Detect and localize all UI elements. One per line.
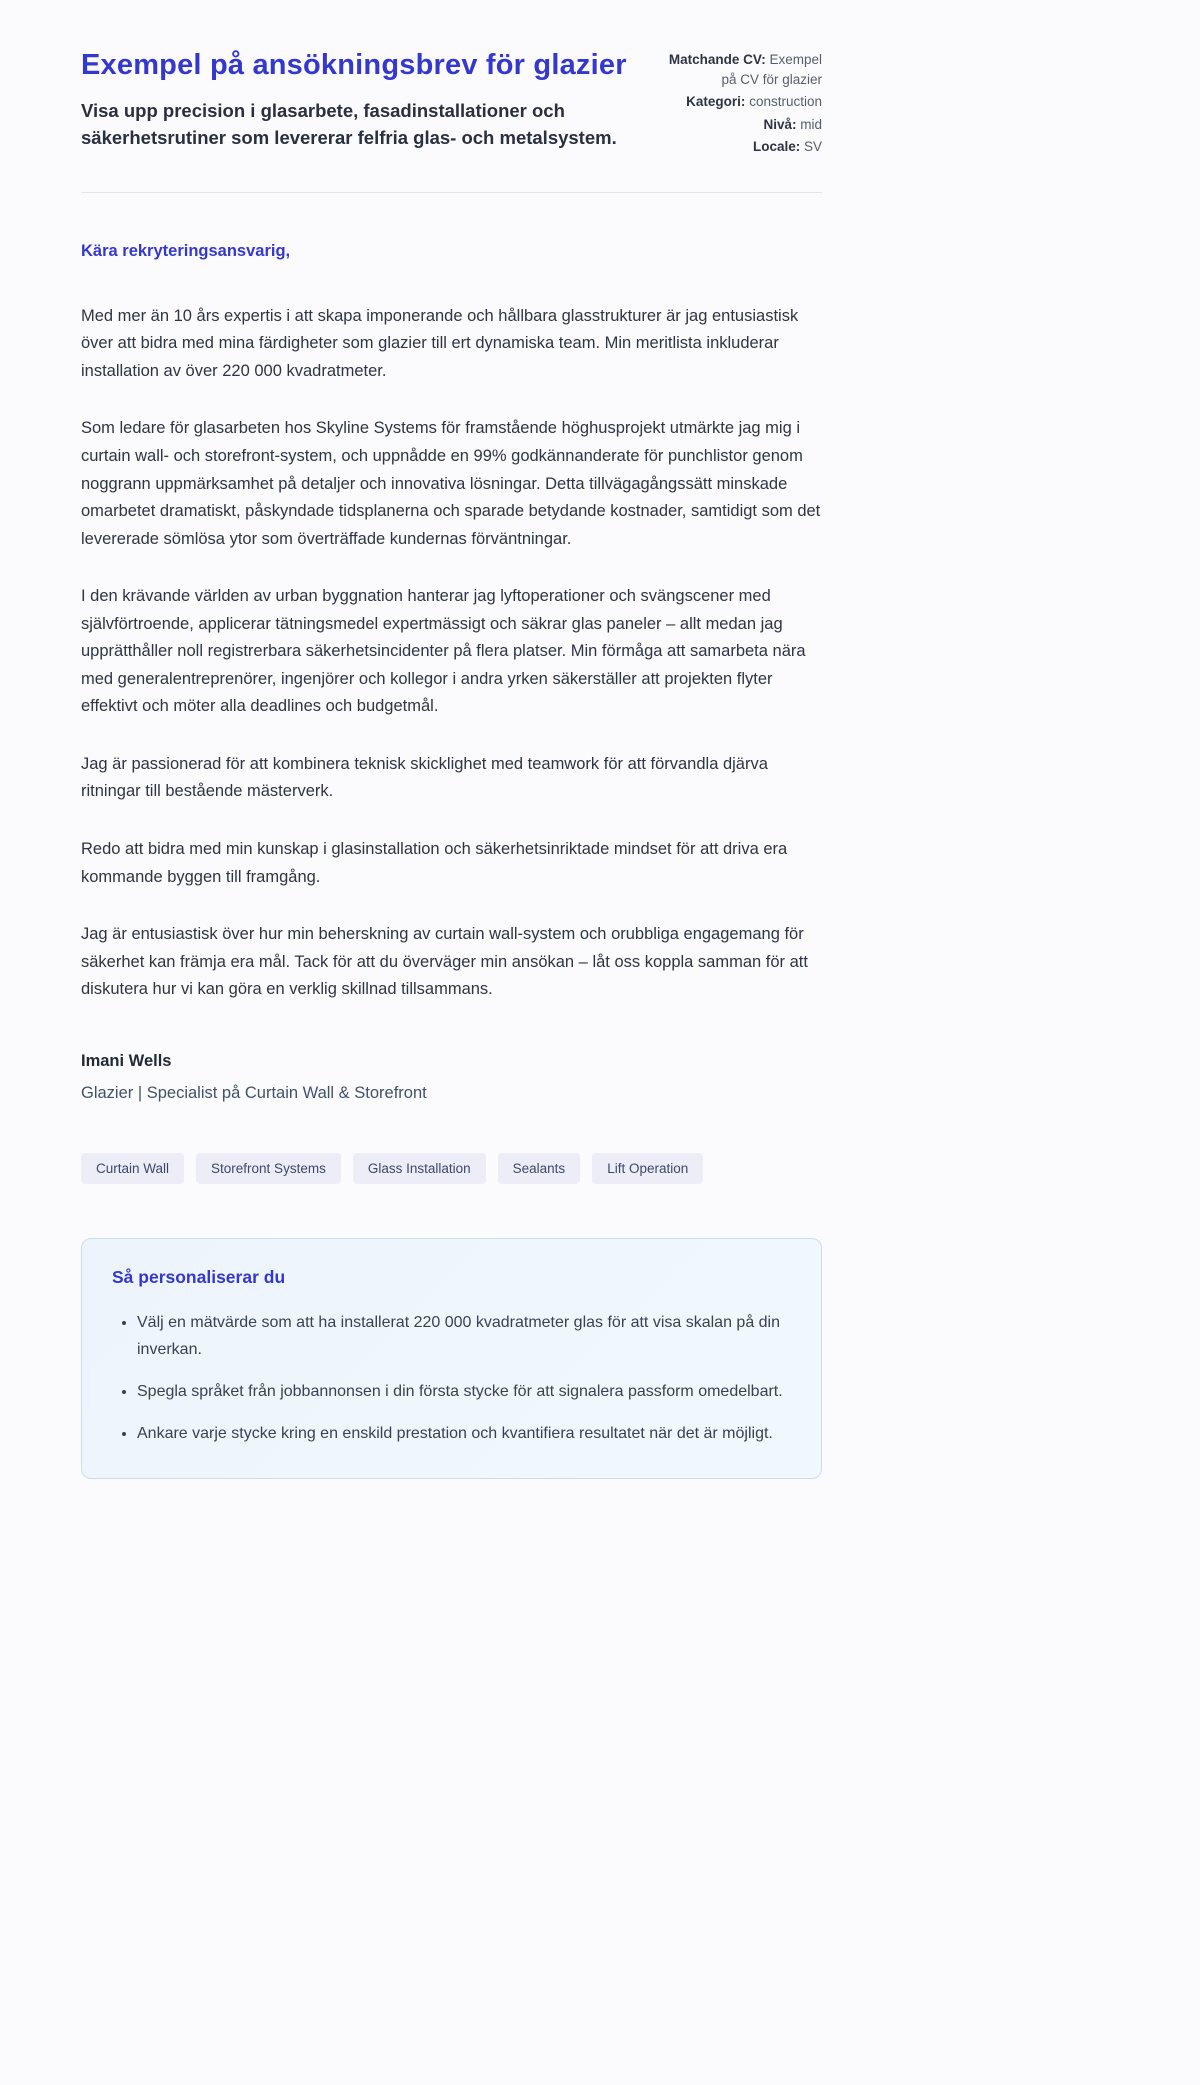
letter-paragraph: Med mer än 10 års expertis i att skapa imponerande och hållbara glasstrukturer är jag entusiastisk över att bidra med mina färdigheter som glazier till ert dynamiska team. Min meritlista inkluderar installation av över 220 000 kvadratmeter. (81, 306, 799, 380)
skill-tag: Curtain Wall (81, 1153, 184, 1185)
tips-list (112, 1310, 791, 1448)
meta-item-matching-cv (654, 50, 822, 89)
letter-paragraph: Jag är entusiastisk över hur min beherskning av curtain wall-system och orubbliga engagemang för säkerhet kan främja era mål. Tack för att du överväger min ansökan – låt oss koppla samman för att diskutera hur vi kan göra en verklig skillnad tillsammans. (81, 925, 808, 999)
meta-item-category (654, 92, 822, 112)
page-title: Exempel på ansökningsbrev för glazier (81, 49, 627, 81)
letter-paragraph: Jag är passionerad för att kombinera teknisk skicklighet med teamwork för att förvandla djärva ritningar till bestående mästerverk. (81, 754, 768, 801)
cover-letter-body (81, 242, 822, 1103)
skill-tag: Storefront Systems (196, 1153, 341, 1185)
personalization-tips-box (81, 1238, 822, 1479)
meta-panel (654, 47, 822, 160)
letter-paragraph: I den krävande världen av urban byggnation hanterar jag lyftoperationer och svängscener med självförtroende, applicerar tätningsmedel expertmässigt och säkrar glas paneler – allt medan jag upprätthåller noll registrerbara säkerhetsincidenter på flera platser. Min förmåga att samarbeta nära med generalentreprenörer, ingenjörer och kollegor i andra yrken säkerställer att projekten flyter effektivt och möter alla deadlines och budgetmål. (81, 587, 806, 716)
meta-value: Exempel på CV för glazier (721, 52, 822, 87)
meta-item-locale (654, 137, 822, 157)
header-title-block (81, 47, 641, 152)
tips-title: Så personaliserar du (112, 1267, 286, 1288)
letter-greeting: Kära rekryteringsansvarig, (81, 241, 291, 260)
meta-value: SV (803, 139, 822, 155)
letter-paragraph: Redo att bidra med min kunskap i glasinstallation och säkerhetsinriktade mindset för att driva era kommande byggen till framgång. (81, 840, 788, 886)
skill-tag: Lift Operation (592, 1153, 703, 1185)
tip-item: • Välj en mätvärde som att ha installerat 220 000 kvadratmeter glas för att visa skalan på din inverkan. (137, 1310, 791, 1363)
header-divider (81, 192, 822, 193)
meta-value: construction (749, 94, 822, 110)
page-subtitle: Visa upp precision i glasarbete, fasadinstallationer och säkerhetsrutiner som levererar felfria glas- och metalsystem. (81, 100, 617, 148)
signature-block (81, 1052, 822, 1103)
letter-paragraph: Som ledare för glasarbeten hos Skyline Systems för framstående höghusprojekt utmärkte jag mig i curtain wall- och storefront-system, och uppnådde en 99% godkännanderate för punchlistor genom noggrann uppmärksamhet på detaljer och innovativa lösningar. Detta tillvägagångssätt minskade omarbetet dramatiskt, påskyndade tidsplanerna och sparade betydande kostnader, samtidigt som det levererade sömlösa ytor som överträffade kundernas förväntningar. (81, 419, 821, 548)
skill-tags-row (81, 1153, 822, 1185)
skill-tag: Glass Installation (353, 1153, 486, 1185)
tip-item: • Ankare varje stycke kring en enskild prestation och kvantifiera resultatet när det är möjligt. (137, 1421, 791, 1447)
tip-item: • Spegla språket från jobbannonsen i din första stycke för att signalera passform omedelbart. (137, 1379, 791, 1405)
page-container (81, 0, 822, 1479)
signature-name: Imani Wells (81, 1051, 172, 1070)
signature-role: Glazier | Specialist på Curtain Wall & Storefront (81, 1083, 427, 1102)
meta-label: Nivå: (763, 116, 797, 132)
meta-label: Kategori: (686, 94, 746, 110)
meta-item-level (654, 115, 822, 135)
document-header (81, 47, 822, 160)
meta-label: Matchande CV: (668, 52, 766, 67)
meta-label: Locale: (752, 139, 801, 155)
meta-value: mid (800, 116, 822, 132)
skill-tag: Sealants (498, 1153, 581, 1185)
